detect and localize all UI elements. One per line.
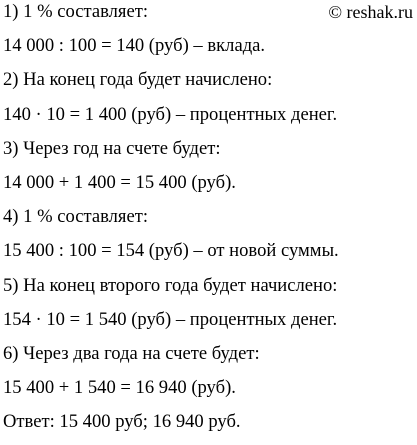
step-1-calculation: 14 000 : 100 = 140 (руб) – вклада. [3, 35, 266, 57]
step-5-heading: 5) На конец второго года будет начислено: [3, 274, 338, 296]
step-6-calculation: 15 400 + 1 540 = 16 940 (руб). [3, 377, 236, 399]
step-2-heading: 2) На конец года будет начислено: [3, 69, 273, 91]
step-6-heading: 6) Через два года на счете будет: [3, 342, 260, 364]
step-5-calculation: 154 · 10 = 1 540 (руб) – процентных денег. [3, 308, 338, 330]
watermark-text: © reshak.ru [328, 2, 413, 22]
step-4-calculation: 15 400 : 100 = 154 (руб) – от новой суммы. [3, 240, 339, 262]
solution-lines [3, 1, 339, 445]
step-3-calculation: 14 000 + 1 400 = 15 400 (руб). [3, 171, 236, 193]
answer-line: Ответ: 15 400 руб; 16 940 руб. [3, 411, 241, 433]
step-3-heading: 3) Через год на счете будет: [3, 137, 221, 159]
step-1-heading: 1) 1 % составляет: [3, 1, 149, 22]
step-2-calculation: 140 · 10 = 1 400 (руб) – процентных денег. [3, 103, 338, 125]
step-4-heading: 4) 1 % составляет: [3, 206, 149, 228]
